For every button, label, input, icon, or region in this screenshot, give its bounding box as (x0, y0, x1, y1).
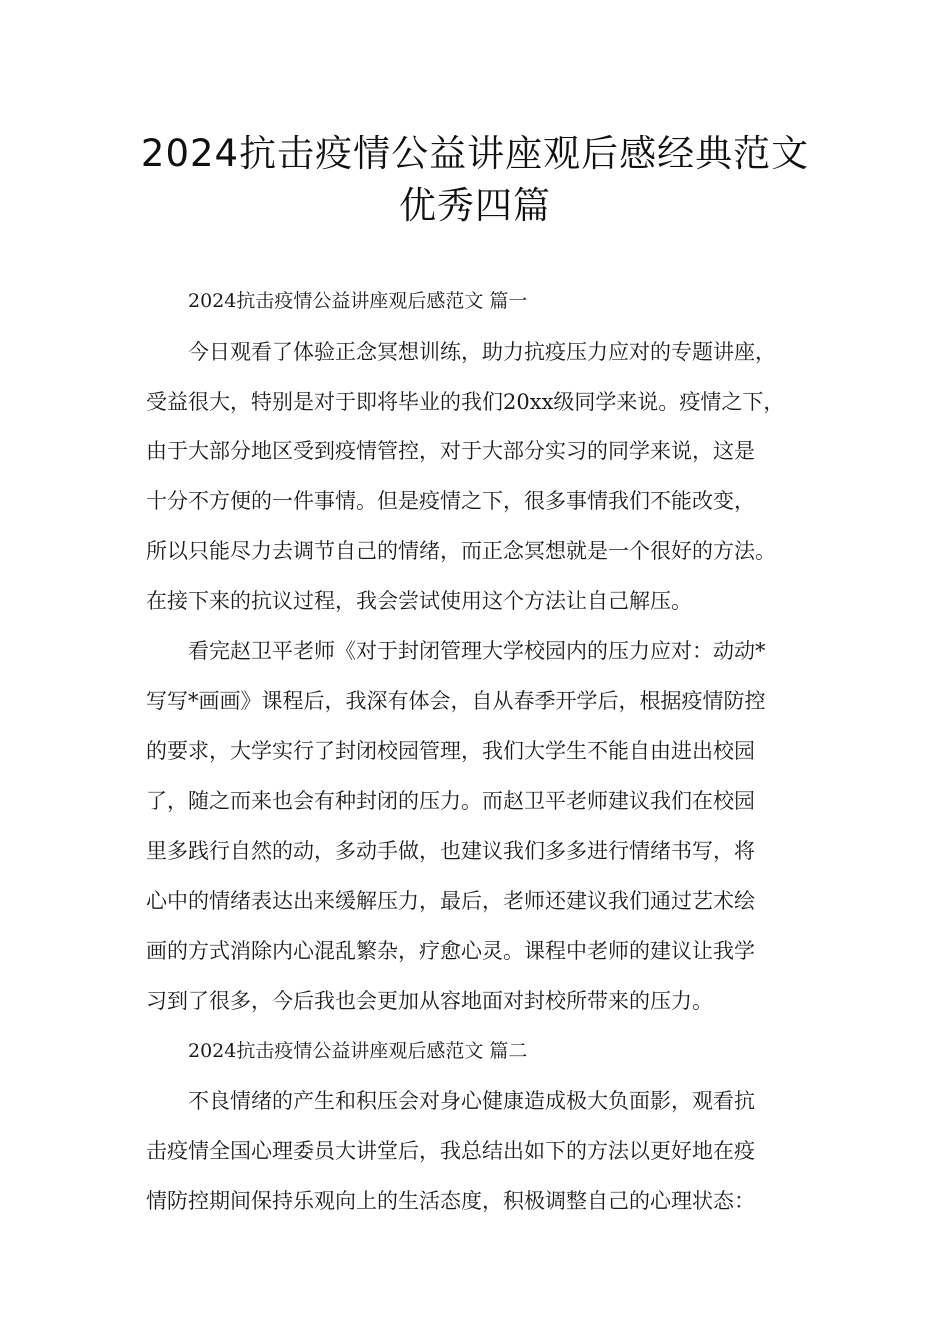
paragraph-line: 不良情绪的产生和积压会对身心健康造成极大负面影，观看抗 (188, 1089, 755, 1113)
paragraph-line: 在接下来的抗议过程，我会尝试使用这个方法让自己解压。 (146, 589, 692, 613)
document-title-line-1: 2024抗击疫情公益讲座观后感经典范文 (140, 132, 810, 175)
paragraph-line: 看完赵卫平老师《对于封闭管理大学校园内的压力应对：动动* (188, 639, 766, 663)
section-heading-2: 2024抗击疫情公益讲座观后感范文 篇二 (188, 1040, 528, 1062)
section-heading-1: 2024抗击疫情公益讲座观后感范文 篇一 (188, 290, 528, 312)
paragraph-line: 了，随之而来也会有种封闭的压力。而赵卫平老师建议我们在校园 (146, 789, 755, 813)
paragraph-line: 击疫情全国心理委员大讲堂后，我总结出如下的方法以更好地在疫 (146, 1139, 755, 1163)
paragraph-line: 写写*画画》课程后，我深有体会，自从春季开学后，根据疫情防控 (146, 689, 766, 713)
paragraph-line: 情防控期间保持乐观向上的生活态度，积极调整自己的心理状态： (146, 1189, 755, 1213)
paragraph-line: 画的方式消除内心混乱繁杂，疗愈心灵。课程中老师的建议让我学 (146, 939, 755, 963)
paragraph-line: 的要求，大学实行了封闭校园管理，我们大学生不能自由进出校园 (146, 739, 755, 763)
paragraph-line: 所以只能尽力去调节自己的情绪，而正念冥想就是一个很好的方法。 (146, 539, 776, 563)
paragraph-line: 十分不方便的一件事情。但是疫情之下，很多事情我们不能改变， (146, 489, 755, 513)
paragraph-line: 习到了很多，今后我也会更加从容地面对封校所带来的压力。 (146, 989, 713, 1013)
document-title-line-2: 优秀四篇 (399, 184, 551, 227)
paragraph-line: 心中的情绪表达出来缓解压力，最后，老师还建议我们通过艺术绘 (146, 889, 755, 913)
paragraph-line: 里多践行自然的动，多动手做，也建议我们多多进行情绪书写，将 (146, 839, 755, 863)
paragraph-line: 由于大部分地区受到疫情管控，对于大部分实习的同学来说，这是 (146, 439, 755, 463)
paragraph-line: 今日观看了体验正念冥想训练，助力抗疫压力应对的专题讲座， (188, 340, 776, 364)
paragraph-line: 受益很大，特别是对于即将毕业的我们20xx级同学来说。疫情之下， (146, 390, 785, 414)
